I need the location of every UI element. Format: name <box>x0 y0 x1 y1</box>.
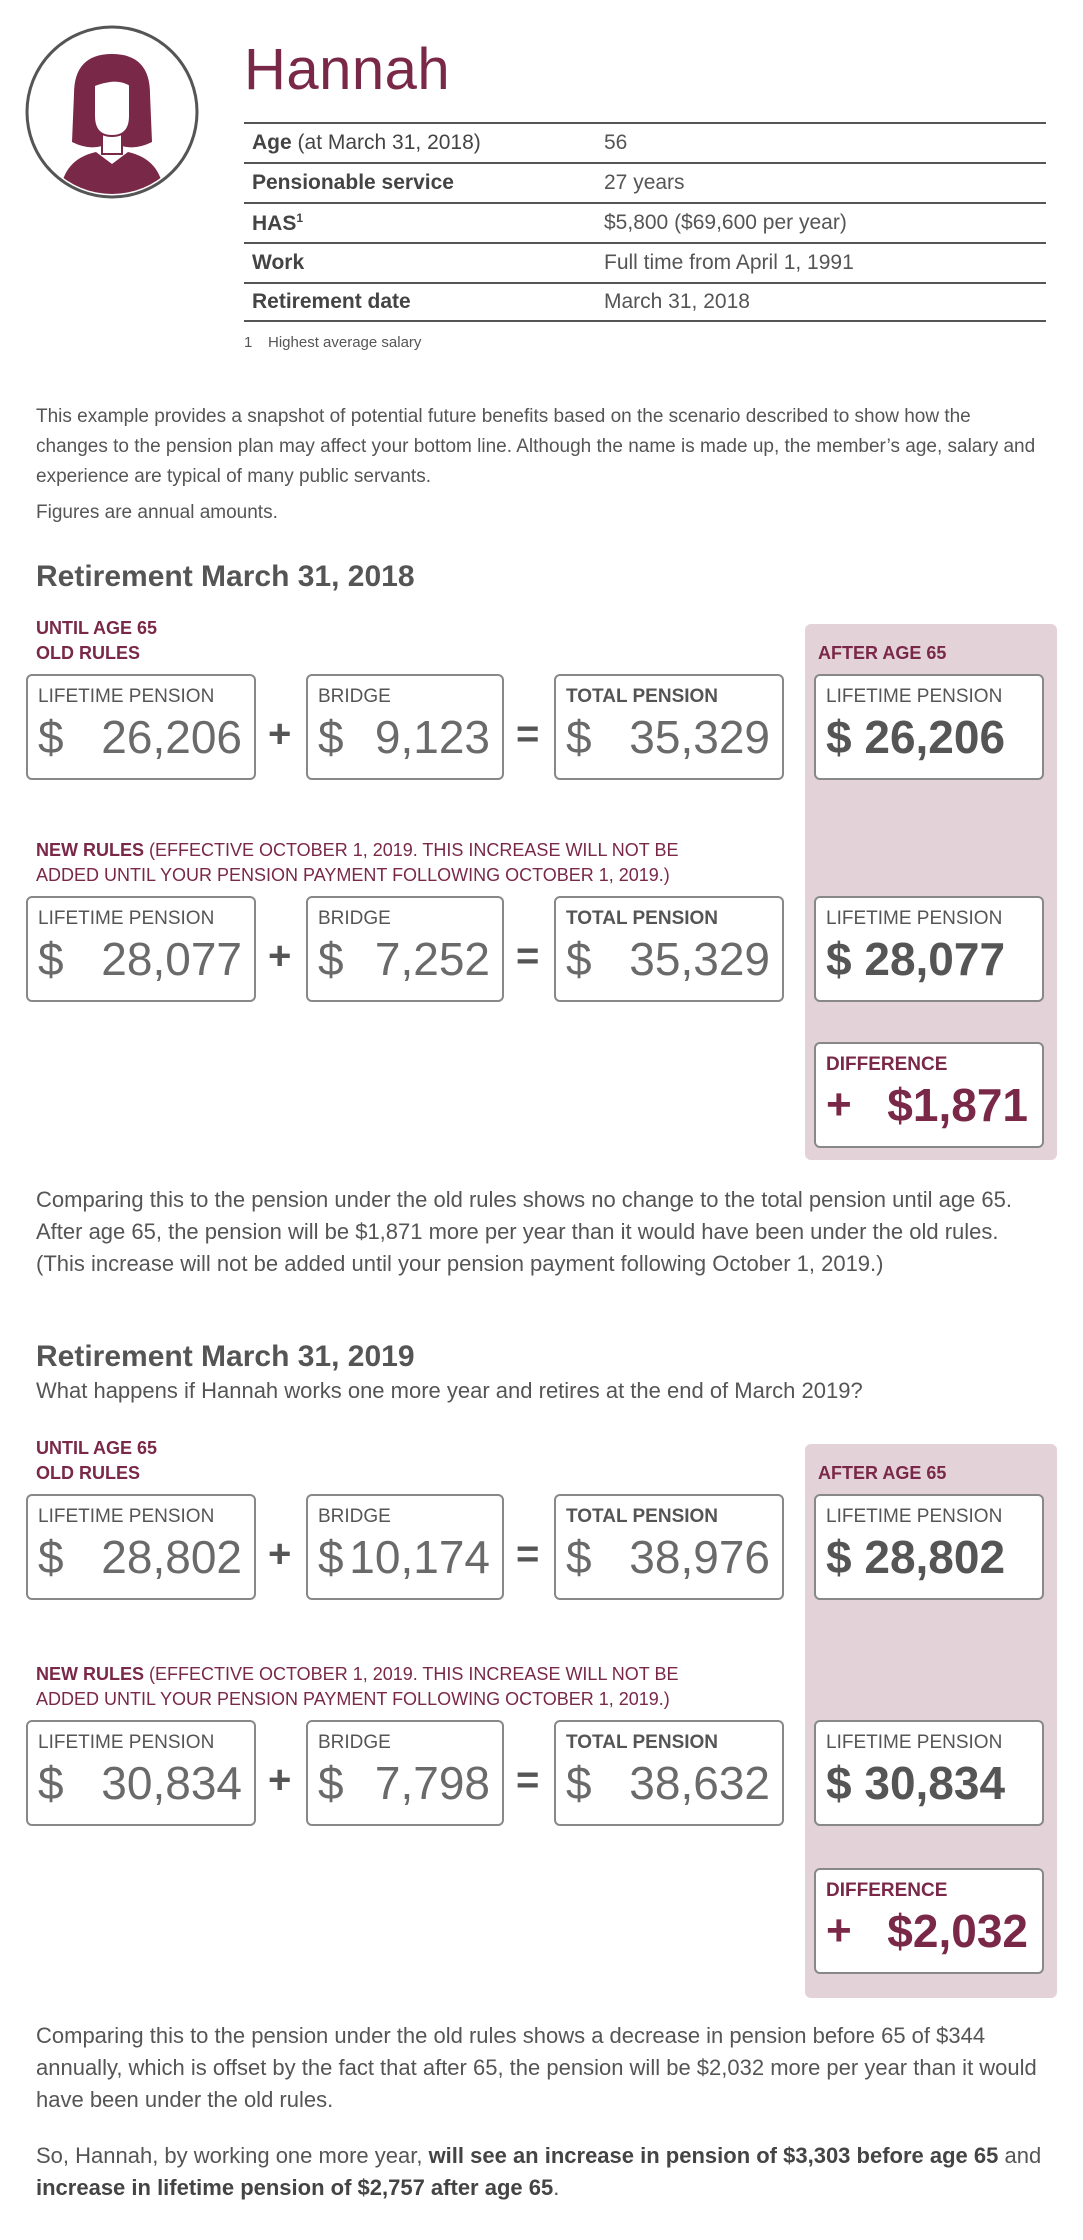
conclusion-highlight: increase in lifetime pension of $2,757 after age 65 <box>36 2175 554 2200</box>
after-lifetime-pension-box <box>814 896 1044 1002</box>
new-rules-note: (EFFECTIVE OCTOBER 1, 2019. THIS INCREASE WILL NOT BE <box>144 840 679 860</box>
lifetime-pension-box <box>26 674 256 780</box>
new-rules-heading <box>36 1662 678 1712</box>
profile-label: Pensionable service <box>252 171 454 194</box>
old-rules-label: OLD RULES <box>36 643 141 663</box>
amount-value: $ 28,077 <box>826 933 1006 985</box>
after-65-heading: AFTER AGE 65 <box>818 1463 947 1483</box>
profile-value: Full time from April 1, 1991 <box>604 251 854 274</box>
box-label: LIFETIME PENSION <box>38 1506 215 1527</box>
footnote-number: 1 <box>244 334 253 351</box>
box-label: TOTAL PENSION <box>566 1506 719 1527</box>
difference-box <box>814 1868 1044 1974</box>
bridge-box <box>306 674 504 780</box>
amount-value: 35,329 <box>629 711 770 763</box>
profile-row-work <box>244 242 1046 282</box>
amount-value: $ 30,834 <box>826 1757 1006 1809</box>
box-label: BRIDGE <box>318 686 391 707</box>
box-label: BRIDGE <box>318 1732 391 1753</box>
currency-sign: $ <box>318 711 344 763</box>
box-label: TOTAL PENSION <box>566 908 719 929</box>
currency-sign: $ <box>566 711 592 763</box>
conclusion-text: . <box>553 2175 560 2200</box>
currency-sign: $ <box>318 933 344 985</box>
total-pension-box <box>554 674 784 780</box>
amount-value: 26,206 <box>101 711 242 763</box>
footnote <box>244 334 421 351</box>
box-label: LIFETIME PENSION <box>38 686 215 707</box>
currency-sign: $ <box>38 1757 64 1809</box>
profile-row-has <box>244 202 1046 242</box>
total-pension-box <box>554 896 784 1002</box>
profile-row-retirement <box>244 282 1046 322</box>
box-label: LIFETIME PENSION <box>826 1506 1003 1527</box>
plus-sign: + <box>268 1758 292 1802</box>
difference-value: $1,871 <box>887 1079 1028 1131</box>
section-title-2018: Retirement March 31, 2018 <box>36 560 415 593</box>
new-rules-note: (EFFECTIVE OCTOBER 1, 2019. THIS INCREASE WILL NOT BE <box>144 1664 679 1684</box>
amount-value: 28,802 <box>101 1531 242 1583</box>
after-lifetime-pension-box <box>814 1494 1044 1600</box>
comparison-paragraph-2019: Comparing this to the pension under the old rules shows a decrease in pension before 65 of $344 annually, which is offset by the fact that after 65, the pension will be $2,032 more per year than it would have been under the old rules. <box>36 2023 1037 2112</box>
new-rules-note-line-2: ADDED UNTIL YOUR PENSION PAYMENT FOLLOWING OCTOBER 1, 2019.) <box>36 865 670 885</box>
footnote-text: Highest average salary <box>268 334 422 351</box>
profile-label-note: (at March 31, 2018) <box>291 131 481 154</box>
conclusion-highlight: will see an increase in pension of $3,303 before age 65 <box>428 2143 999 2168</box>
currency-sign: $ <box>566 1757 592 1809</box>
box-label: LIFETIME PENSION <box>826 908 1003 929</box>
plus-sign: + <box>826 1080 852 1129</box>
amount-value: $ 26,206 <box>826 711 1006 763</box>
lifetime-pension-box <box>26 896 256 1002</box>
plus-sign: + <box>268 712 292 756</box>
equals-sign: = <box>516 1758 540 1802</box>
box-label: TOTAL PENSION <box>566 1732 719 1753</box>
amount-value: 30,834 <box>101 1757 242 1809</box>
currency-sign: $ <box>566 933 592 985</box>
plus-sign: + <box>268 1532 292 1576</box>
old-rules-heading <box>36 616 157 666</box>
currency-sign: $ <box>566 1531 592 1583</box>
new-rules-note-line-2: ADDED UNTIL YOUR PENSION PAYMENT FOLLOWING OCTOBER 1, 2019.) <box>36 1689 670 1709</box>
profile-row-age <box>244 122 1046 162</box>
currency-sign: $ <box>38 933 64 985</box>
box-label: BRIDGE <box>318 1506 391 1527</box>
member-name: Hannah <box>244 37 451 102</box>
footnote-ref: 1 <box>296 210 304 225</box>
bridge-box <box>306 1494 504 1600</box>
after-lifetime-pension-box <box>814 1720 1044 1826</box>
amount-value: 10,174 <box>349 1531 490 1583</box>
amount-value: 7,252 <box>374 933 490 985</box>
amount-value: 38,632 <box>629 1757 770 1809</box>
lifetime-pension-box <box>26 1720 256 1826</box>
plus-sign: + <box>826 1906 852 1955</box>
comparison-paragraph-2018: Comparing this to the pension under the old rules shows no change to the total pension until age 65. After age 65, the pension will be $1,871 more per year than it would have been under the old rules. (This increase will not be added until your pension payment following October 1, 2019.) <box>36 1187 1012 1276</box>
conclusion-text: So, Hannah, by working one more year, <box>36 2143 429 2168</box>
box-label: DIFFERENCE <box>826 1880 948 1901</box>
box-label: TOTAL PENSION <box>566 686 719 707</box>
lifetime-pension-box <box>26 1494 256 1600</box>
after-lifetime-pension-box <box>814 674 1044 780</box>
profile-value: March 31, 2018 <box>604 290 750 313</box>
bridge-box <box>306 1720 504 1826</box>
new-rules-label: NEW RULES <box>36 840 144 860</box>
annual-note: Figures are annual amounts. <box>36 502 278 523</box>
profile-value: 56 <box>604 131 628 154</box>
profile-label: Work <box>252 251 305 274</box>
bridge-box <box>306 896 504 1002</box>
new-rules-label: NEW RULES <box>36 1664 144 1684</box>
total-pension-box <box>554 1494 784 1600</box>
amount-value: 9,123 <box>374 711 490 763</box>
equals-sign: = <box>516 1532 540 1576</box>
profile-label: HAS <box>252 211 297 235</box>
until-65-label: UNTIL AGE 65 <box>36 1438 158 1458</box>
box-label: LIFETIME PENSION <box>38 908 215 929</box>
total-pension-box <box>554 1720 784 1826</box>
after-65-heading: AFTER AGE 65 <box>818 643 947 663</box>
equals-sign: = <box>516 712 540 756</box>
old-rules-label: OLD RULES <box>36 1463 141 1483</box>
profile-row-service <box>244 162 1046 202</box>
amount-value: 28,077 <box>101 933 242 985</box>
avatar-woman-icon <box>24 24 200 200</box>
plus-sign: + <box>268 934 292 978</box>
amount-value: 38,976 <box>629 1531 770 1583</box>
box-label: LIFETIME PENSION <box>826 686 1003 707</box>
currency-sign: $ <box>318 1531 344 1583</box>
currency-sign: $ <box>318 1757 344 1809</box>
equals-sign: = <box>516 934 540 978</box>
box-label: BRIDGE <box>318 908 391 929</box>
amount-value: $ 28,802 <box>826 1531 1006 1583</box>
intro-paragraph: This example provides a snapshot of potential future benefits based on the scenario described to show how the changes to the pension plan may affect your bottom line. Although the name is made up, the member’s age, salary and experience are typical of many public servants. <box>36 406 1036 487</box>
difference-box <box>814 1042 1044 1148</box>
section-subtitle-2019: What happens if Hannah works one more year and retires at the end of March 2019? <box>36 1378 863 1403</box>
box-label: DIFFERENCE <box>826 1054 948 1075</box>
conclusion-text: and <box>998 2143 1042 2168</box>
profile-value: 27 years <box>604 171 685 194</box>
profile-label: Age <box>252 131 292 154</box>
new-rules-heading <box>36 838 678 888</box>
box-label: LIFETIME PENSION <box>826 1732 1003 1753</box>
box-label: LIFETIME PENSION <box>38 1732 215 1753</box>
currency-sign: $ <box>38 711 64 763</box>
old-rules-heading <box>36 1436 157 1486</box>
difference-value: $2,032 <box>887 1905 1028 1957</box>
profile-table <box>244 122 1046 322</box>
until-65-label: UNTIL AGE 65 <box>36 618 158 638</box>
amount-value: 35,329 <box>629 933 770 985</box>
currency-sign: $ <box>38 1531 64 1583</box>
amount-value: 7,798 <box>374 1757 490 1809</box>
profile-value: $5,800 ($69,600 per year) <box>604 211 847 234</box>
profile-label: Retirement date <box>252 290 411 313</box>
section-title-2019: Retirement March 31, 2019 <box>36 1340 415 1373</box>
conclusion-paragraph <box>36 2140 1046 2204</box>
